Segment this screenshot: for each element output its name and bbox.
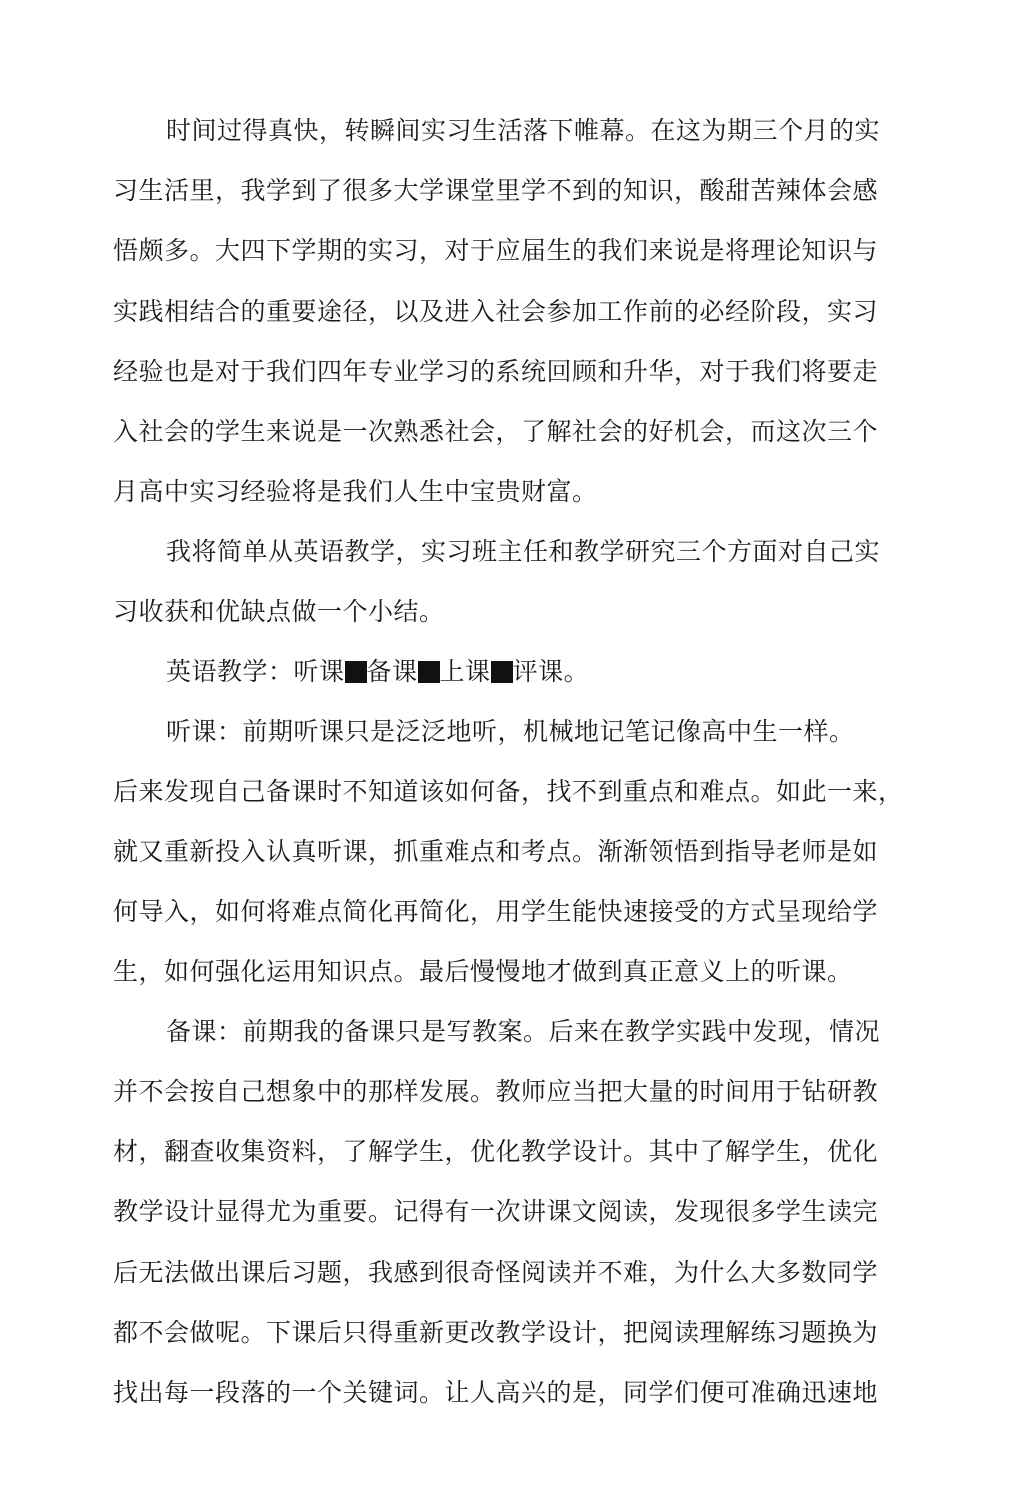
paragraph-line: 都不会做呢。下课后只得重新更改教学设计，把阅读理解练习题换为 [113, 1318, 879, 1347]
paragraph-line: 后无法做出课后习题，我感到很奇怪阅读并不难，为什么大多数同学 [113, 1258, 879, 1287]
paragraph-line: 备课：前期我的备课只是写教案。后来在教学实践中发现，情况 [166, 1017, 881, 1046]
english-teaching-heading: 英语教学： [166, 657, 294, 686]
paragraph-line: 习生活里，我学到了很多大学课堂里学不到的知识，酸甜苦辣体会感 [113, 176, 879, 205]
paragraph-line: 听课：前期听课只是泛泛地听，机械地记笔记像高中生一样。 [166, 717, 855, 746]
teaching-item: 评课。 [512, 657, 590, 686]
paragraph-line: 生，如何强化运用知识点。最后慢慢地才做到真正意义上的听课。 [113, 957, 853, 986]
paragraph-line: 月高中实习经验将是我们人生中宝贵财富。 [113, 477, 598, 506]
paragraph-line: 教学设计显得尤为重要。记得有一次讲课文阅读，发现很多学生读完 [113, 1197, 879, 1226]
paragraph-line: 经验也是对于我们四年专业学习的系统回顾和升华，对于我们将要走 [113, 357, 879, 386]
teaching-item: 听课 [293, 657, 345, 686]
paragraph-line: 材，翻查收集资料，了解学生，优化教学设计。其中了解学生，优化 [113, 1137, 879, 1166]
paragraph-line: 我将简单从英语教学，实习班主任和教学研究三个方面对自己实 [166, 537, 881, 566]
separator-block-icon [418, 661, 440, 683]
english-teaching-line [166, 652, 589, 692]
separator-block-icon [491, 661, 513, 683]
paragraph-line: 后来发现自己备课时不知道该如何备，找不到重点和难点。如此一来， [113, 777, 904, 806]
paragraph-line: 实践相结合的重要途径，以及进入社会参加工作前的必经阶段，实习 [113, 297, 879, 326]
paragraph-line: 习收获和优缺点做一个小结。 [113, 597, 445, 626]
separator-block-icon [345, 661, 367, 683]
paragraph-line: 时间过得真快，转瞬间实习生活落下帷幕。在这为期三个月的实 [166, 116, 881, 145]
teaching-item: 备课 [366, 657, 418, 686]
paragraph-line: 并不会按自己想象中的那样发展。教师应当把大量的时间用于钻研教 [113, 1077, 879, 1106]
paragraph-line: 悟颇多。大四下学期的实习，对于应届生的我们来说是将理论知识与 [113, 236, 879, 265]
paragraph-line: 入社会的学生来说是一次熟悉社会，了解社会的好机会，而这次三个 [113, 417, 879, 446]
teaching-item: 上课 [439, 657, 491, 686]
paragraph-line: 何导入，如何将难点简化再简化，用学生能快速接受的方式呈现给学 [113, 897, 879, 926]
paragraph-line: 就又重新投入认真听课，抓重难点和考点。渐渐领悟到指导老师是如 [113, 837, 879, 866]
paragraph-line: 找出每一段落的一个关键词。让人高兴的是，同学们便可准确迅速地 [113, 1378, 879, 1407]
